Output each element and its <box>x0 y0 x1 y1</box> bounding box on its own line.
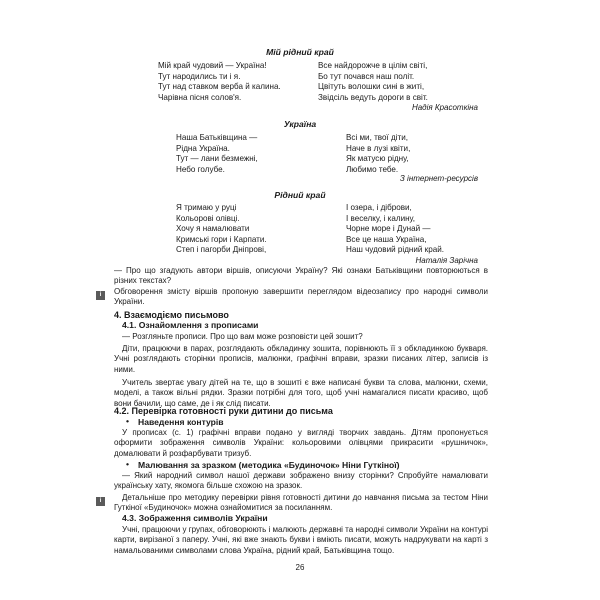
poem-2-title: Україна <box>283 119 317 129</box>
poem-1-author: Надія Красоткіна <box>411 103 478 112</box>
poem-3-author: Наталія Зарічна <box>415 256 478 265</box>
poem-line: Небо голубе. <box>176 164 225 174</box>
poem-line: Як матусю рідну, <box>346 154 409 164</box>
poem-2-left-stanza <box>176 133 258 175</box>
poem-line: І озера, і діброви, <box>346 203 412 212</box>
section-4-2-paragraph-1: У прописах (с. 1) графічні вправи подано у вигляді творчих завдань. Дітям пропонується оформити зображення символів України: кольоровими олівцями прикрасити «рушничок», домалювати й розфарбувати тризуб. <box>114 428 488 458</box>
poem-line: Мій край чудовий — Україна! <box>158 61 267 70</box>
poem-line: Степ і пагорби Дніпрові, <box>176 245 267 255</box>
poem-line: Бо тут почався наш політ. <box>318 71 415 81</box>
poem-line: Наче в лузі квіти, <box>346 143 411 153</box>
bullet-icon: • <box>126 459 130 469</box>
poem-1-left-stanza <box>158 61 281 103</box>
poem-line: Звідсіль ведуть дороги в світ. <box>318 92 428 102</box>
bullet-icon: • <box>126 416 130 426</box>
section-4-1-paragraph-2: Учитель звертає увагу дітей на те, що в зошиті є вже написані букви та слова, малюнки, схеми, моделі, а також вільні рядки. Зразки потрібні для того, щоб учні намагалися писати красиво, щоб вони бачили, що саме, де і як слід писати. <box>114 378 488 408</box>
poem-line: Рідна Україна. <box>176 143 230 153</box>
poem-3-right-stanza <box>346 203 444 256</box>
poem-1-title: Мій рідний край <box>266 47 334 57</box>
poem-line: Чарівна пісня солов'я. <box>158 92 242 102</box>
poem-line: Тут над ставком верба й калина. <box>158 82 281 92</box>
poem-3-left-stanza <box>176 203 267 256</box>
section-4-3-heading: 4.3. Зображення символів України <box>122 513 268 523</box>
poem-1-right-stanza <box>318 61 428 103</box>
poem-line: Тут народились ти і я. <box>158 71 241 81</box>
section-4-1-paragraph-1: Діти, працюючи в парах, розглядають обкладинку зошита, порівнюють її з обкладинкою букваря. Учні розглядають сторінки прописів, малюнки, графічні вправи, зразки писаних літер, записів із ними. <box>114 344 488 374</box>
poem-line: Все це наша Україна, <box>346 234 427 244</box>
poem-line: Хочу я намалювати <box>176 224 250 234</box>
section-4-1-question: — Розгляньте прописи. Про що вам може розповісти цей зошит? <box>122 332 363 341</box>
bullet-heading-contours: Наведення контурів <box>138 417 224 427</box>
poem-line: Всі ми, твої діти, <box>346 133 408 142</box>
section-4-1-heading: 4.1. Ознайомлення з прописами <box>122 320 259 330</box>
section-4-heading: 4. Взаємодіємо письмово <box>114 310 229 320</box>
poem-line: Я тримаю у руці <box>176 203 237 212</box>
poem-line: Кримські гори і Карпати. <box>176 234 267 244</box>
page-number: 26 <box>295 563 305 572</box>
poem-line: Тут — лани безмежні, <box>176 154 258 164</box>
poem-line: Чорне море і Дунай — <box>346 224 431 234</box>
section-4-3-paragraph: Учні, працюючи у групах, обговорюють і малюють державні та народні символи України на контурі карти, вирізаної з паперу. Учні, які вже знають букви і вміють писати, можуть надрукувати на карті з намальованими символами слова Україна, рідний край, Батьківщина тощо. <box>114 525 488 555</box>
info-marker-icon: i <box>96 497 105 506</box>
poem-line: Кольорові олівці. <box>176 213 240 223</box>
video-paragraph: Обговорення змісту віршів пропоную завершити переглядом відеозапису про народні символи України. <box>114 287 488 307</box>
section-4-2-paragraph-2: — Який народний символ нашої держави зображено внизу сторінки? Спробуйте намалювати українську хату, якомога більше схожою на зразок. <box>114 471 488 491</box>
poem-line: Цвітуть волошки сині в житі, <box>318 82 425 92</box>
poem-line: І веселку, і калину, <box>346 213 416 223</box>
discussion-question: — Про що згадують автори віршів, описуючи Україну? Які ознаки Батьківщини повторюються в різних текстах? <box>114 266 488 286</box>
poem-line: Любимо тебе. <box>346 164 399 174</box>
poem-2-right-stanza <box>346 133 410 175</box>
info-marker-icon: i <box>96 291 105 300</box>
poem-line: Наш чудовий рідний край. <box>346 245 444 255</box>
poem-2-author: З інтернет-ресурсів <box>399 174 478 183</box>
section-4-2-heading: 4.2. Перевірка готовності руки дитини до письма <box>114 406 333 416</box>
poem-line: Наша Батьківщина — <box>176 133 258 142</box>
section-4-2-paragraph-3: Детальніше про методику перевірки рівня готовності дитини до навчання письма за тестом Ніни Гуткіної «Будиночок» можна ознайомитися за посиланням. <box>114 493 488 513</box>
poem-line: Все найдорожче в цілім світі, <box>318 61 428 70</box>
poem-3-title: Рідний край <box>274 190 326 200</box>
bullet-heading-drawing: Малювання за зразком (методика «Будиночок» Ніни Гуткіної) <box>138 460 400 470</box>
